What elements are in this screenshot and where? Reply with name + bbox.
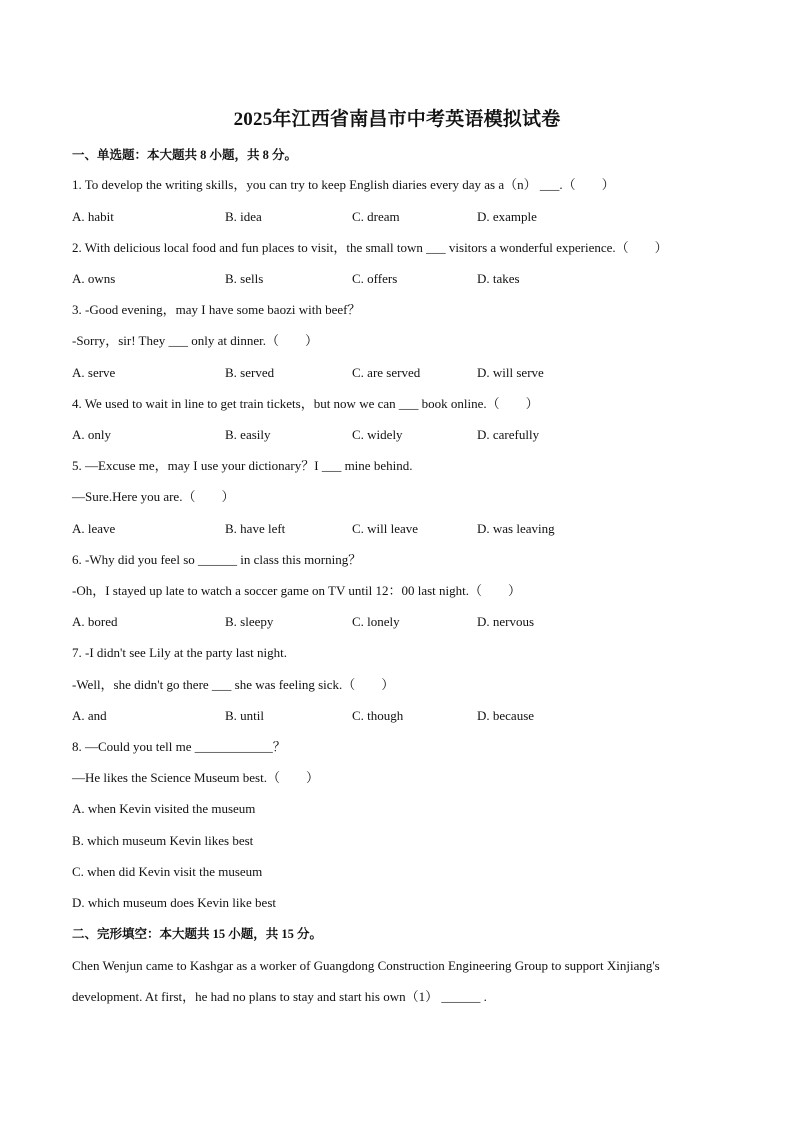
option-a: A. leave [72, 521, 116, 536]
option-b: B. sleepy [225, 614, 274, 629]
question-3-options [72, 365, 632, 381]
option-d: D. nervous [477, 614, 535, 629]
option-d: D. because [477, 708, 535, 723]
option-a: A. habit [72, 209, 114, 224]
option-c: C. when did Kevin visit the museum [72, 864, 263, 879]
question-3-stem: 3. -Good evening，may I have some baozi with beef？ [72, 302, 361, 317]
section-heading-single-choice: 一、单选题：本大题共 8 小题，共 8 分。 [72, 148, 298, 162]
question-2-options [72, 271, 632, 287]
option-c: C. dream [352, 209, 400, 224]
question-8-stem: 8. —Could you tell me ____________？ [72, 739, 286, 754]
question-5-options [72, 521, 632, 537]
option-d: D. example [477, 209, 537, 224]
option-b: B. until [225, 708, 265, 723]
section-heading-cloze: 二、完形填空：本大题共 15 小题，共 15 分。 [72, 927, 323, 941]
question-7-reply: -Well，she didn't go there ___ she was feeling sick.（ ） [72, 677, 395, 692]
option-b: B. which museum Kevin likes best [72, 833, 254, 848]
option-b: B. easily [225, 427, 271, 442]
option-c: C. lonely [352, 614, 400, 629]
question-1-options [72, 209, 632, 225]
option-d: D. takes [477, 271, 520, 286]
option-a: A. owns [72, 271, 116, 286]
question-6-stem: 6. -Why did you feel so ______ in class this morning？ [72, 552, 362, 567]
question-7-options [72, 708, 632, 724]
option-c: C. will leave [352, 521, 419, 536]
page-title: 2025年江西省南昌市中考英语模拟试卷 [233, 109, 561, 130]
option-c: C. though [352, 708, 404, 723]
question-4-options [72, 427, 632, 443]
option-d: D. was leaving [477, 521, 555, 536]
question-4-stem: 4. We used to wait in line to get train tickets，but now we can ___ book online.（ ） [72, 396, 539, 411]
option-b: B. idea [225, 209, 262, 224]
option-a: A. when Kevin visited the museum [72, 801, 256, 816]
option-d: D. will serve [477, 365, 544, 380]
option-b: B. have left [225, 521, 286, 536]
question-6-options [72, 614, 632, 630]
option-a: A. only [72, 427, 111, 442]
option-d: D. carefully [477, 427, 540, 442]
option-c: C. widely [352, 427, 403, 442]
question-3-reply: -Sorry，sir! They ___ only at dinner.（ ） [72, 333, 319, 348]
option-b: B. sells [225, 271, 264, 286]
question-5-stem: 5. —Excuse me，may I use your dictionary？I ___ mine behind. [72, 458, 413, 473]
option-a: A. serve [72, 365, 116, 380]
question-7-stem: 7. -I didn't see Lily at the party last night. [72, 645, 287, 660]
option-a: A. and [72, 708, 107, 723]
option-a: A. bored [72, 614, 118, 629]
option-c: C. are served [352, 365, 421, 380]
option-d: D. which museum does Kevin like best [72, 895, 276, 910]
option-b: B. served [225, 365, 275, 380]
cloze-passage: Chen Wenjun came to Kashgar as a worker of Guangdong Construction Engineering Group to support Xinjiang's development. At first，he had no plans to stay and start his own（1） ______ . [72, 958, 660, 1004]
question-5-reply: —Sure.Here you are.（ ） [72, 489, 235, 504]
question-1-stem: 1. To develop the writing skills，you can try to keep English diaries every day as a（n） ___.（ ） [72, 177, 615, 192]
question-8-reply: —He likes the Science Museum best.（ ） [72, 770, 319, 785]
option-c: C. offers [352, 271, 398, 286]
question-2-stem: 2. With delicious local food and fun places to visit，the small town ___ visitors a wonderful experience.（ ） [72, 240, 668, 255]
question-6-reply: -Oh，I stayed up late to watch a soccer game on TV until 12：00 last night.（ ） [72, 583, 522, 598]
